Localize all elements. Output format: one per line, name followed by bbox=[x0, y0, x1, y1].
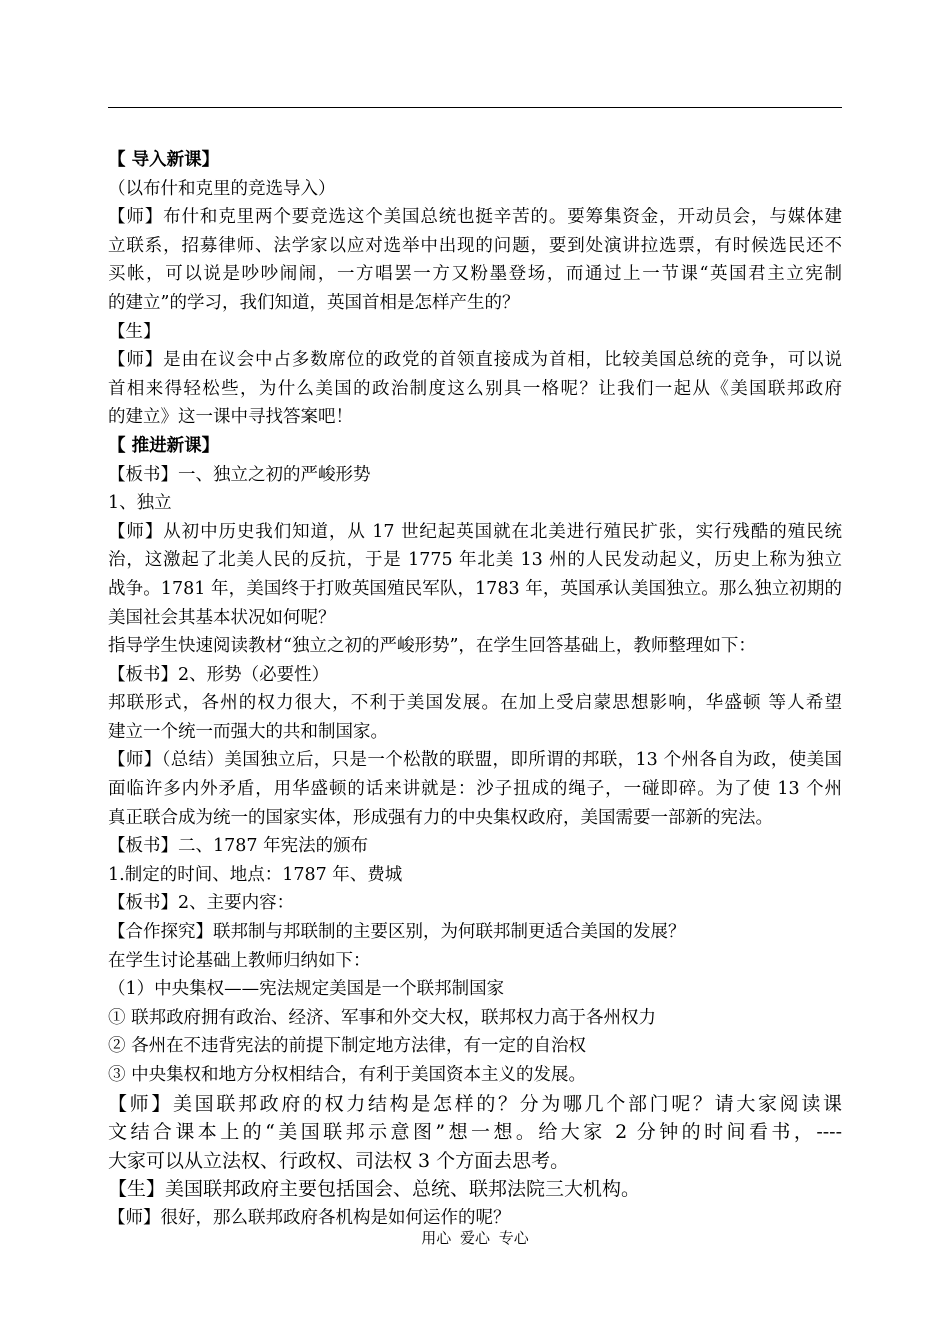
paragraph-line: 【师】布什和克里两个要竞选这个美国总统也挺辛苦的。要筹集资金，开动员会，与媒体建 bbox=[108, 207, 842, 228]
paragraph-line: 大家可以从立法权、行政权、司法权 3 个方面去思考。 bbox=[108, 1149, 570, 1172]
paragraph-line: 指导学生快速阅读教材“独立之初的严峻形势”，在学生回答基础上，教师整理如下： bbox=[108, 636, 756, 657]
paragraph-line: 的建立》这一课中寻找答案吧！ bbox=[108, 407, 353, 428]
header-rule bbox=[108, 107, 842, 108]
paragraph-line: 的建立”的学习，我们知道，英国首相是怎样产生的？ bbox=[108, 292, 520, 313]
paragraph-line: 【师】（总结）美国独立后，只是一个松散的联盟，即所谓的邦联，13 个州各自为政，使美国 bbox=[108, 750, 842, 771]
paragraph-line: 【生】 bbox=[108, 321, 161, 342]
paragraph-line: 真正联合成为统一的国家实体，形成强有力的中央集权政府，美国需要一部新的宪法。 bbox=[108, 807, 773, 828]
paragraph-line: 面临许多内外矛盾，用华盛顿的话来讲就是：沙子扭成的绳子，一碰即碎。为了使 13 个州 bbox=[108, 779, 842, 800]
paragraph-line: 【师】是由在议会中占多数席位的政党的首领直接成为首相，比较美国总统的竞争，可以说 bbox=[108, 350, 842, 371]
paragraph-line: 治，这激起了北美人民的反抗，于是 1775 年北美 13 州的人民发动起义，历史上称为独立 bbox=[108, 550, 842, 571]
paragraph-line: 首相来得轻松些，为什么美国的政治制度这么别具一格呢？让我们一起从《美国联邦政府 bbox=[108, 378, 842, 399]
paragraph-line: 文结合课本上的“美国联邦示意图”想一想。给大家 2 分钟的时间看书，---- bbox=[108, 1121, 842, 1144]
list-item: ② 各州在不违背宪法的前提下制定地方法律，有一定的自治权 bbox=[108, 1036, 587, 1057]
board-note: 【板书】2、主要内容： bbox=[108, 893, 295, 914]
board-note: 【板书】2、形势（必要性） bbox=[108, 664, 330, 685]
paragraph-line: 立联系，招募律师、法学家以应对选举中出现的问题，要到处演讲拉选票，有时候选民还不 bbox=[108, 235, 842, 256]
document-body bbox=[108, 146, 842, 1232]
page-footer: 用心 爱心 专心 bbox=[421, 1229, 529, 1247]
list-item: （1）中央集权——宪法规定美国是一个联邦制国家 bbox=[108, 979, 505, 1000]
paragraph-line: 战争。1781 年，美国终于打败英国殖民军队，1783 年，英国承认美国独立。那么独立初期的 bbox=[108, 578, 842, 599]
board-note: 【板书】一、独立之初的严峻形势 bbox=[108, 464, 371, 485]
paragraph-line: 【师】从初中历史我们知道，从 17 世纪起英国就在北美进行殖民扩张，实行残酷的殖民统 bbox=[108, 521, 842, 542]
paragraph-line: 买帐，可以说是吵吵闹闹，一方唱罢一方又粉墨登场，而通过上一节课“英国君主立宪制 bbox=[108, 264, 842, 285]
paragraph-line: 建立一个统一而强大的共和制国家。 bbox=[108, 721, 388, 742]
paragraph-line: 1.制定的时间、地点：1787 年、费城 bbox=[108, 864, 403, 885]
list-item: ① 联邦政府拥有政治、经济、军事和外交大权，联邦权力高于各州权力 bbox=[108, 1007, 657, 1028]
section-heading: 【 推进新课】 bbox=[108, 435, 220, 456]
list-item: ③ 中央集权和地方分权相结合，有利于美国资本主义的发展。 bbox=[108, 1065, 587, 1085]
paragraph-line: 【生】美国联邦政府主要包括国会、总统、联邦法院三大机构。 bbox=[108, 1178, 641, 1201]
paragraph-line: 【合作探究】联邦制与邦联制的主要区别，为何联邦制更适合美国的发展？ bbox=[108, 922, 686, 943]
section-heading: 【 导入新课】 bbox=[108, 150, 220, 170]
paragraph-line: 邦联形式，各州的权力很大，不利于美国发展。在加上受启蒙思想影响，华盛顿 等人希望 bbox=[108, 693, 842, 714]
paragraph-line: 在学生讨论基础上教师归纳如下： bbox=[108, 950, 371, 971]
paragraph-line: 【师】很好，那么联邦政府各机构是如何运作的呢？ bbox=[108, 1207, 511, 1228]
paragraph-line: 美国社会其基本状况如何呢？ bbox=[108, 607, 336, 628]
paragraph-line: （以布什和克里的竞选导入） bbox=[108, 178, 336, 199]
paragraph-line: 【师】美国联邦政府的权力结构是怎样的？分为哪几个部门呢？请大家阅读课 bbox=[108, 1092, 842, 1115]
board-note: 【板书】二、1787 年宪法的颁布 bbox=[108, 836, 369, 857]
paragraph-line: 1、独立 bbox=[108, 493, 172, 514]
